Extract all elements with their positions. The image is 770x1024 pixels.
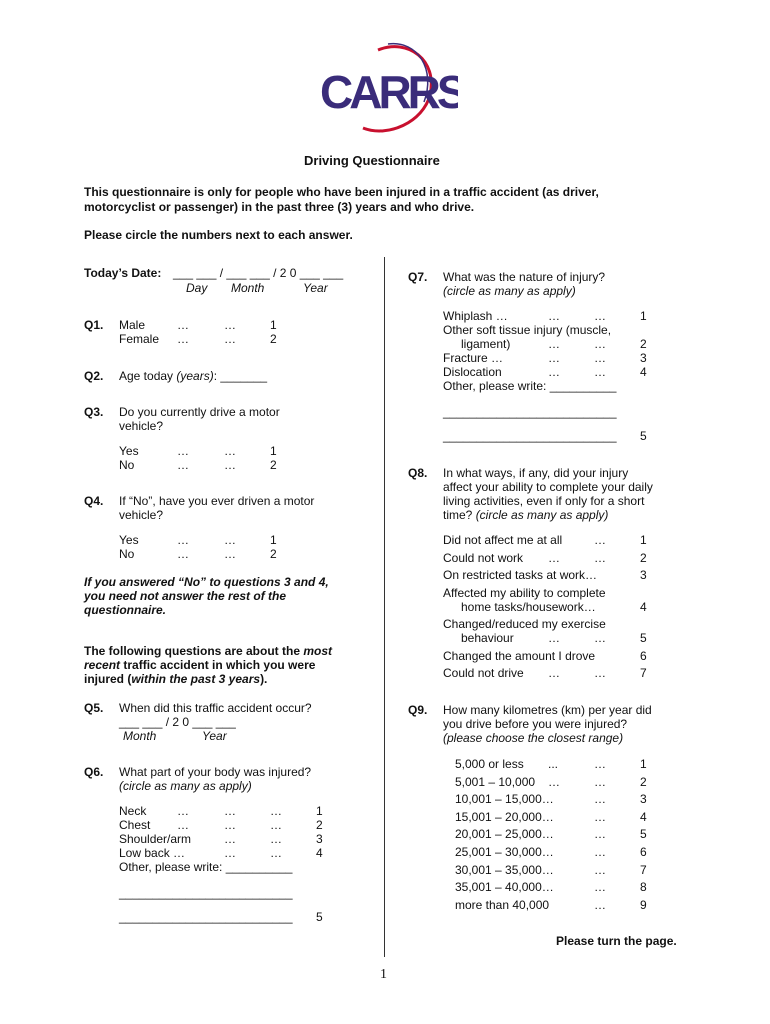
q6-number: Q6. bbox=[84, 765, 104, 779]
q3-option-dots: … bbox=[224, 458, 236, 472]
following-text-g: ). bbox=[260, 672, 268, 686]
intro-line-2: motorcyclist or passenger) in the past three (3) years and who drive. bbox=[84, 200, 475, 214]
q5-month-label: Month bbox=[123, 729, 157, 743]
q6-note: (circle as many as apply) bbox=[119, 779, 252, 793]
q8-line-1: In what ways, if any, did your injury bbox=[443, 466, 629, 480]
q7-option-dots: … bbox=[594, 309, 606, 323]
q1-option-code[interactable]: 2 bbox=[270, 332, 277, 346]
q5-text: When did this traffic accident occur? bbox=[119, 701, 312, 715]
q3-option-label: Yes bbox=[119, 444, 139, 458]
q9-range-dots: … bbox=[594, 827, 606, 842]
column-divider bbox=[384, 257, 385, 957]
q9-range-label: 35,001 – 40,000… bbox=[455, 880, 554, 895]
q4-option-label: Yes bbox=[119, 533, 139, 547]
q8-option-dots: … bbox=[548, 631, 560, 645]
q8-option-dots: … bbox=[594, 533, 606, 547]
q7-option-code[interactable]: 4 bbox=[640, 365, 647, 379]
date-year-label: Year bbox=[303, 281, 328, 295]
q9-range-label: 5,000 or less bbox=[455, 757, 524, 771]
q6-option-label: Low back … bbox=[119, 846, 186, 860]
q9-range-code[interactable]: 5 bbox=[640, 827, 647, 842]
q8-option-label: Could not work bbox=[443, 551, 524, 565]
q8-line-2: affect your ability to complete your daily bbox=[443, 480, 653, 494]
skip-note-line-3: questionnaire. bbox=[84, 603, 167, 617]
q9-range-code[interactable]: 4 bbox=[640, 809, 647, 824]
q9-range-code[interactable]: 1 bbox=[640, 757, 647, 771]
q9-range-dots: … bbox=[594, 845, 606, 859]
q8-option-dots: … bbox=[594, 631, 606, 645]
q2-text-b: (years) bbox=[176, 369, 214, 383]
q9-range-dots: … bbox=[594, 774, 606, 789]
q6-option-dots: … bbox=[224, 818, 236, 832]
q6-option-dots: … bbox=[270, 804, 282, 818]
q7-text: What was the nature of injury? bbox=[443, 270, 606, 284]
q6-other-line[interactable]: __________________________ bbox=[119, 910, 293, 924]
q9-line-1: How many kilometres (km) per year did bbox=[443, 703, 652, 717]
q9-range-dots: … bbox=[594, 862, 606, 877]
q9-range-dots: … bbox=[594, 809, 606, 824]
q4-option-code[interactable]: 1 bbox=[270, 533, 277, 547]
q8-number: Q8. bbox=[408, 466, 428, 480]
q7-option-label: Other soft tissue injury (muscle, bbox=[443, 323, 612, 337]
q1-option-label: Male bbox=[119, 318, 146, 332]
skip-note-line-1: If you answered “No” to questions 3 and 4, bbox=[84, 575, 329, 589]
q4-option-dots: … bbox=[177, 547, 189, 561]
q9-range-dots: … bbox=[548, 774, 560, 789]
q3-option-dots: … bbox=[177, 458, 189, 472]
q7-option-dots: … bbox=[548, 337, 560, 351]
q6-text: What part of your body was injured? bbox=[119, 765, 312, 779]
date-day-label: Day bbox=[186, 281, 208, 295]
q9-range-code[interactable]: 6 bbox=[640, 845, 647, 859]
q8-note: (circle as many as apply) bbox=[475, 508, 609, 522]
q6-option-code[interactable]: 1 bbox=[316, 804, 323, 818]
q8-option-label: Could not drive bbox=[443, 666, 524, 680]
q9-range-dots: ... bbox=[548, 757, 559, 771]
page-number: 1 bbox=[380, 967, 387, 982]
q9-range-label: 5,001 – 10,000 bbox=[455, 774, 536, 789]
q4-option-label: No bbox=[119, 547, 135, 561]
q6-option-dots: … bbox=[270, 832, 282, 846]
following-line-2 bbox=[84, 658, 315, 672]
q9-note: (please choose the closest range) bbox=[443, 731, 624, 745]
q9-range-code[interactable]: 7 bbox=[640, 862, 647, 877]
q7-option-code[interactable]: 1 bbox=[640, 309, 647, 323]
q9-line-2: you drive before you were injured? bbox=[443, 717, 628, 731]
q6-option-dots: … bbox=[270, 818, 282, 832]
q7-note: (circle as many as apply) bbox=[443, 284, 576, 298]
q9-range-label: 30,001 – 35,000… bbox=[455, 862, 554, 877]
q1-number: Q1. bbox=[84, 318, 104, 332]
skip-note-line-2: you need not answer the rest of the bbox=[84, 589, 287, 603]
q7-option-label: Fracture … bbox=[443, 351, 504, 365]
q8-option-code[interactable]: 2 bbox=[640, 551, 647, 565]
q7-option-dots: … bbox=[594, 351, 606, 365]
q6-option-dots: … bbox=[177, 804, 189, 818]
q8-option-label: Changed the amount I drove bbox=[443, 649, 596, 663]
q7-option-dots: … bbox=[594, 337, 606, 351]
q7-option-code[interactable]: 2 bbox=[640, 337, 647, 351]
q9-range-dots: … bbox=[594, 880, 606, 895]
following-text-d: traffic accident in which you were bbox=[120, 658, 316, 672]
q9-range-label: 15,001 – 20,000… bbox=[455, 809, 554, 824]
carrs-logo bbox=[318, 40, 458, 140]
q6-other-line[interactable]: __________________________ bbox=[119, 886, 293, 900]
q9-range-dots: … bbox=[594, 897, 606, 912]
q8-option-dots: … bbox=[548, 551, 560, 565]
instruction: Please circle the numbers next to each answer. bbox=[84, 228, 353, 242]
q7-option-label: Whiplash … bbox=[443, 309, 508, 323]
q7-option-label-cont: ligament) bbox=[461, 337, 511, 351]
q9-range-code[interactable]: 2 bbox=[640, 774, 647, 789]
q4-option-dots: … bbox=[177, 533, 189, 547]
q6-option-dots: … bbox=[177, 818, 189, 832]
q5-number: Q5. bbox=[84, 701, 104, 715]
q7-other-field[interactable]: Other, please write: __________ bbox=[443, 379, 617, 393]
date-field[interactable]: ___ ___ / ___ ___ / 2 0 ___ ___ bbox=[173, 266, 344, 280]
q2-text[interactable] bbox=[119, 369, 267, 383]
q8-option-dots: … bbox=[548, 666, 560, 680]
q9-range-label: 25,001 – 30,000… bbox=[455, 845, 554, 859]
q4-line-2: vehicle? bbox=[119, 508, 164, 522]
q9-range-dots: … bbox=[594, 757, 606, 771]
q8-option-label: Changed/reduced my exercise bbox=[443, 617, 606, 631]
q6-other-field[interactable]: Other, please write: __________ bbox=[119, 860, 293, 874]
date-month-label: Month bbox=[231, 281, 265, 295]
q9-range-code[interactable]: 3 bbox=[640, 792, 647, 807]
q6-option-dots: … bbox=[224, 804, 236, 818]
q6-other-code[interactable]: 5 bbox=[316, 910, 323, 924]
q8-option-code[interactable]: 6 bbox=[640, 649, 647, 663]
q8-line-4 bbox=[443, 508, 608, 522]
q8-option-code[interactable]: 3 bbox=[640, 568, 647, 582]
date-label: Today’s Date: bbox=[84, 266, 162, 280]
q3-option-label: No bbox=[119, 458, 135, 472]
q7-option-dots: … bbox=[548, 351, 560, 365]
q7-number: Q7. bbox=[408, 270, 428, 284]
q9-number: Q9. bbox=[408, 703, 428, 717]
following-line-3 bbox=[84, 672, 267, 686]
q7-other-line[interactable]: __________________________ bbox=[443, 405, 617, 419]
q8-line-4-text: time? bbox=[443, 508, 476, 522]
q7-option-label: Dislocation bbox=[443, 365, 502, 379]
q9-range-label: more than 40,000 bbox=[455, 897, 550, 912]
q9-range-code[interactable]: 9 bbox=[640, 897, 647, 912]
q7-option-dots: … bbox=[594, 365, 606, 379]
q6-option-code[interactable]: 3 bbox=[316, 832, 323, 846]
q3-number: Q3. bbox=[84, 405, 104, 419]
q8-option-label: Did not affect me at all bbox=[443, 533, 563, 547]
q7-other-code[interactable]: 5 bbox=[640, 429, 647, 443]
q8-line-3: living activities, even if only for a short bbox=[443, 494, 645, 508]
q3-line-2: vehicle? bbox=[119, 419, 164, 433]
q3-option-code[interactable]: 1 bbox=[270, 444, 277, 458]
q8-option-dots: … bbox=[594, 551, 606, 565]
q7-option-dots: … bbox=[548, 365, 560, 379]
q3-option-dots: … bbox=[177, 444, 189, 458]
q6-option-code[interactable]: 2 bbox=[316, 818, 323, 832]
q8-option-label-cont: behaviour bbox=[461, 631, 514, 645]
q2-number: Q2. bbox=[84, 369, 104, 383]
q4-number: Q4. bbox=[84, 494, 104, 508]
q9-range-label: 10,001 – 15,000… bbox=[455, 792, 554, 807]
q1-option-dots: … bbox=[224, 332, 236, 346]
following-text-b: most bbox=[303, 644, 333, 658]
q1-option-dots: … bbox=[177, 318, 189, 332]
q1-option-label: Female bbox=[119, 332, 160, 346]
q6-option-dots: … bbox=[270, 846, 282, 860]
q9-range-dots: … bbox=[594, 792, 606, 807]
following-text-a: The following questions are about the bbox=[84, 644, 304, 658]
q6-option-label: Shoulder/arm bbox=[119, 832, 192, 846]
q4-option-dots: … bbox=[224, 547, 236, 561]
q6-option-dots: … bbox=[224, 846, 236, 860]
q7-option-code[interactable]: 3 bbox=[640, 351, 647, 365]
q8-option-code[interactable]: 5 bbox=[640, 631, 647, 645]
q9-range-code[interactable]: 8 bbox=[640, 880, 647, 895]
q9-range-label: 20,001 – 25,000… bbox=[455, 827, 554, 842]
q6-option-dots: … bbox=[224, 832, 236, 846]
q1-option-code[interactable]: 1 bbox=[270, 318, 277, 332]
q7-option-dots: … bbox=[548, 309, 560, 323]
q8-option-label: On restricted tasks at work… bbox=[443, 568, 598, 582]
q3-option-dots: … bbox=[224, 444, 236, 458]
turn-page-note: Please turn the page. bbox=[556, 934, 677, 948]
q1-option-dots: … bbox=[177, 332, 189, 346]
logo-graphic bbox=[318, 40, 458, 140]
q8-option-code[interactable]: 4 bbox=[640, 600, 647, 614]
q4-option-code[interactable]: 2 bbox=[270, 547, 277, 561]
q4-option-dots: … bbox=[224, 533, 236, 547]
q3-option-code[interactable]: 2 bbox=[270, 458, 277, 472]
q4-line-1: If “No”, have you ever driven a motor bbox=[119, 494, 315, 508]
q8-option-label-cont: home tasks/housework… bbox=[461, 600, 596, 614]
following-text-e: injured ( bbox=[84, 672, 132, 686]
logo-text: CARRS bbox=[320, 66, 458, 118]
q8-option-code[interactable]: 7 bbox=[640, 666, 647, 680]
q3-line-1: Do you currently drive a motor bbox=[119, 405, 280, 419]
q6-option-label: Chest bbox=[119, 818, 151, 832]
q5-date-field[interactable]: ___ ___ / 2 0 ___ ___ bbox=[119, 715, 236, 729]
q8-option-label: Affected my ability to complete bbox=[443, 586, 606, 600]
q2-text-c: : _______ bbox=[213, 369, 268, 383]
q8-option-code[interactable]: 1 bbox=[640, 533, 647, 547]
following-text-f: within the past 3 years bbox=[131, 672, 261, 686]
q5-year-label: Year bbox=[202, 729, 227, 743]
q2-text-a: Age today bbox=[119, 369, 177, 383]
intro-line-1: This questionnaire is only for people who have been injured in a traffic accident (as driver, bbox=[84, 185, 599, 199]
q1-option-dots: … bbox=[224, 318, 236, 332]
q7-other-line[interactable]: __________________________ bbox=[443, 429, 617, 443]
page-title: Driving Questionnaire bbox=[304, 153, 440, 168]
q6-option-label: Neck bbox=[119, 804, 147, 818]
following-text-c: recent bbox=[84, 658, 121, 672]
q6-option-code[interactable]: 4 bbox=[316, 846, 323, 860]
following-line-1 bbox=[84, 644, 332, 658]
q8-option-dots: … bbox=[594, 666, 606, 680]
